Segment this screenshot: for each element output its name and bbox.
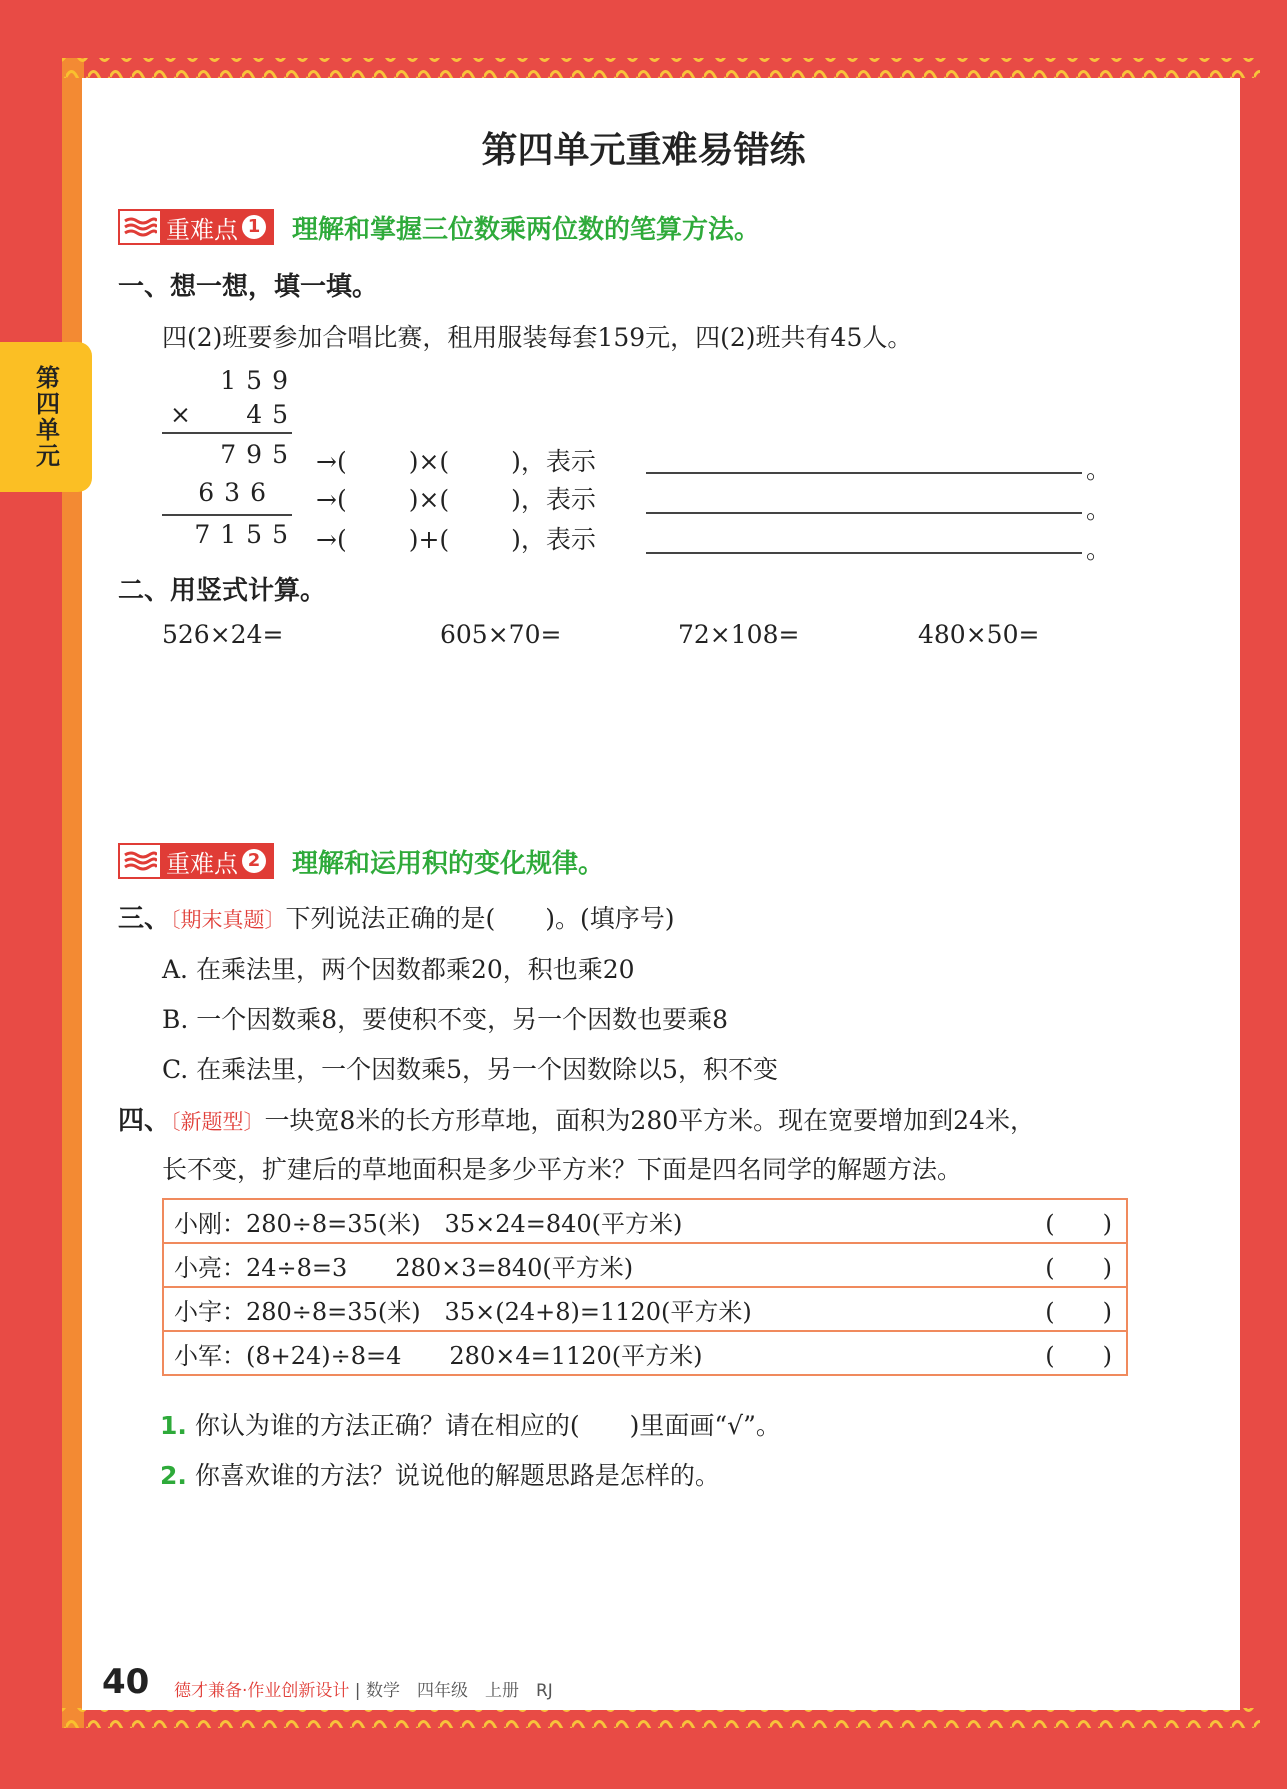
q3-question: 三、〔期末真题〕下列说法正确的是( )。(填序号) (118, 904, 675, 934)
table-row: 小刚：280÷8=35(米) 35×24=840(平方米) ( ) (163, 1199, 1127, 1243)
answer-paren[interactable]: ( ) (1012, 1287, 1127, 1331)
page-number: 40 (102, 1662, 150, 1702)
key-point-label: 重难点 (166, 849, 238, 878)
calc-rule (162, 514, 292, 516)
calc-row2: 636 (198, 478, 276, 507)
unit-side-tab (0, 342, 92, 492)
unit-side-tab-label: 第四单元 (31, 365, 60, 469)
answer-paren[interactable]: ( ) (1012, 1243, 1127, 1287)
table-row: 小军：(8+24)÷8=4 280×4=1120(平方米) ( ) (163, 1331, 1127, 1375)
q4-sub-1: 1. 你认为谁的方法正确？请在相应的( )里面画“√”。 (160, 1411, 781, 1440)
calc-times-sign: × (170, 400, 191, 429)
key-point-number: 1 (242, 215, 266, 239)
table-row: 小亮：24÷8=3 280×3=840(平方米) ( ) (163, 1243, 1127, 1287)
fill-row-1: →( )×( )，表示 (316, 447, 596, 476)
q3-option-b: B. 一个因数乘8，要使积不变，另一个因数也要乘8 (162, 1005, 729, 1034)
answer-paren[interactable]: ( ) (1012, 1331, 1127, 1375)
q3-option-a: A. 在乘法里，两个因数都乘20，积也乘20 (162, 955, 635, 984)
answer-line[interactable] (646, 472, 1082, 474)
q4-question: 四、〔新题型〕一块宽8米的长方形草地，面积为280平方米。现在宽要增加到24米， (118, 1106, 1035, 1136)
methods-table (162, 1198, 1128, 1376)
q3-option-c: C. 在乘法里，一个因数乘5，另一个因数除以5，积不变 (162, 1055, 778, 1084)
key-point-label: 重难点 (166, 215, 238, 244)
q4-sub-2: 2. 你喜欢谁的方法？说说他的解题思路是怎样的。 (160, 1461, 720, 1490)
page-title: 第四单元重难易错练 (481, 130, 806, 171)
calc-row1: 795 (220, 440, 298, 469)
calc-item: 526×24= (162, 620, 284, 649)
fill-row-3: →( )+( )，表示 (316, 525, 596, 554)
waves-icon (120, 211, 160, 243)
key-point-number: 2 (242, 849, 266, 873)
waves-icon (120, 845, 160, 877)
answer-line[interactable] (646, 552, 1082, 554)
calc-multiplier: 45 (246, 400, 298, 429)
q1-heading: 一、想一想，填一填。 (118, 272, 379, 302)
q2-heading: 二、用竖式计算。 (118, 576, 327, 606)
fill-row-end: 。 (1086, 495, 1112, 524)
answer-line[interactable] (646, 512, 1082, 514)
key-point-desc: 理解和运用积的变化规律。 (292, 848, 605, 879)
new-type-tag: 〔新题型〕 (170, 1110, 265, 1134)
calc-item: 72×108= (678, 620, 800, 649)
key-point-desc: 理解和掌握三位数乘两位数的笔算方法。 (292, 214, 761, 245)
answer-paren[interactable]: ( ) (1012, 1199, 1127, 1243)
calc-item: 605×70= (440, 620, 562, 649)
footer-brand: 德才兼备·作业创新设计 (174, 1681, 350, 1701)
table-row: 小宇：280÷8=35(米) 35×(24+8)=1120(平方米) ( ) (163, 1287, 1127, 1331)
q4-line2: 长不变，扩建后的草地面积是多少平方米？下面是四名同学的解题方法。 (162, 1155, 963, 1184)
fill-row-end: 。 (1086, 455, 1112, 484)
calc-result: 7155 (194, 520, 298, 549)
exam-tag: 〔期末真题〕 (170, 908, 286, 932)
footer-meta: 数学 四年级 上册 RJ (365, 1681, 553, 1701)
key-point-1 (118, 208, 760, 246)
calc-rule (162, 432, 292, 434)
fill-row-end: 。 (1086, 535, 1112, 564)
calc-item: 480×50= (918, 620, 1040, 649)
key-point-2 (118, 842, 604, 880)
footer-info: 德才兼备·作业创新设计 | 数学 四年级 上册 RJ (174, 1681, 553, 1701)
q1-text: 四(2)班要参加合唱比赛，租用服装每套159元，四(2)班共有45人。 (162, 323, 913, 352)
fill-row-2: →( )×( )，表示 (316, 485, 596, 514)
calc-multiplicand: 159 (220, 366, 298, 395)
